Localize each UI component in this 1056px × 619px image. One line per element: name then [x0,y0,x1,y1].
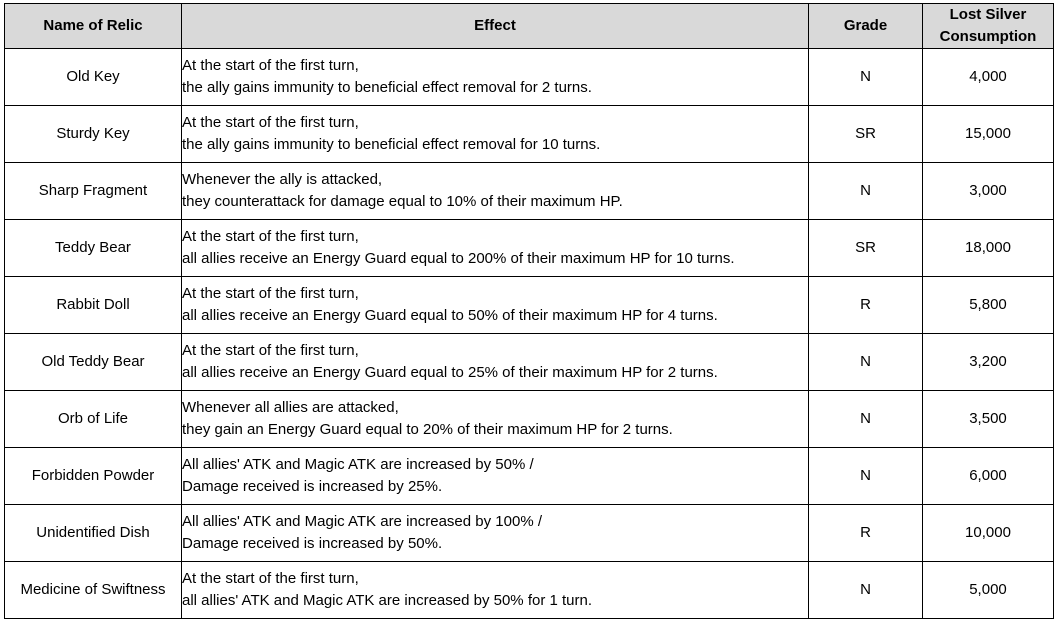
relic-grade: SR [809,220,923,277]
relic-effect-line2: the ally gains immunity to beneficial effect removal for 2 turns. [182,79,592,96]
relic-effect-line1: At the start of the first turn, [182,285,359,302]
header-row [5,4,1054,49]
relic-lost-silver-cost: 3,200 [923,334,1054,391]
relic-lost-silver-cost: 3,000 [923,163,1054,220]
relic-lost-silver-cost: 4,000 [923,49,1054,106]
relic-effect-line2: all allies receive an Energy Guard equal to 50% of their maximum HP for 4 turns. [182,307,718,324]
relic-effect [182,505,809,562]
relic-effect-line1: At the start of the first turn, [182,570,359,587]
relic-effect-line2: they gain an Energy Guard equal to 20% of their maximum HP for 2 turns. [182,421,673,438]
relic-name: Forbidden Powder [5,448,182,505]
relic-effect [182,334,809,391]
relic-lost-silver-cost: 18,000 [923,220,1054,277]
relic-name: Old Key [5,49,182,106]
table-row [5,106,1054,163]
relic-effect [182,163,809,220]
relic-name: Old Teddy Bear [5,334,182,391]
header-lost-silver-consumption [923,4,1054,49]
relic-effect [182,49,809,106]
relic-lost-silver-cost: 15,000 [923,106,1054,163]
relic-effect-line2: Damage received is increased by 50%. [182,535,443,552]
relic-lost-silver-cost: 3,500 [923,391,1054,448]
relic-name: Orb of Life [5,391,182,448]
relic-effect-line2: Damage received is increased by 25%. [182,478,443,495]
relic-lost-silver-cost: 5,800 [923,277,1054,334]
header-cost-line2: Consumption [939,28,1037,45]
header-cost-line1: Lost Silver [949,6,1027,23]
table-row [5,391,1054,448]
relic-effect-line1: At the start of the first turn, [182,228,359,245]
relic-name: Unidentified Dish [5,505,182,562]
relic-grade: N [809,334,923,391]
header-name-of-relic: Name of Relic [5,4,182,49]
relic-table [4,3,1054,619]
relic-effect [182,277,809,334]
relic-name: Rabbit Doll [5,277,182,334]
relic-effect [182,391,809,448]
relic-lost-silver-cost: 10,000 [923,505,1054,562]
relic-effect-line1: Whenever the ally is attacked, [182,171,383,188]
relic-effect-line2: the ally gains immunity to beneficial effect removal for 10 turns. [182,136,601,153]
relic-name: Sharp Fragment [5,163,182,220]
relic-name: Sturdy Key [5,106,182,163]
relic-effect-line2: all allies' ATK and Magic ATK are increased by 50% for 1 turn. [182,592,593,609]
relic-grade: N [809,163,923,220]
relic-effect-line2: they counterattack for damage equal to 10% of their maximum HP. [182,193,623,210]
relic-lost-silver-cost: 6,000 [923,448,1054,505]
relic-lost-silver-cost: 5,000 [923,562,1054,619]
relic-effect [182,106,809,163]
relic-effect-line1: Whenever all allies are attacked, [182,399,399,416]
relic-effect [182,448,809,505]
relic-table-body [5,49,1054,619]
table-row [5,562,1054,619]
header-effect: Effect [182,4,809,49]
relic-grade: R [809,505,923,562]
relic-grade: N [809,391,923,448]
relic-effect-line1: All allies' ATK and Magic ATK are increased by 100% / [182,513,542,530]
relic-grade: R [809,277,923,334]
relic-grade: SR [809,106,923,163]
relic-effect-line1: At the start of the first turn, [182,342,359,359]
relic-effect [182,562,809,619]
table-row [5,49,1054,106]
table-row [5,220,1054,277]
relic-grade: N [809,562,923,619]
table-row [5,334,1054,391]
relic-effect-line2: all allies receive an Energy Guard equal to 200% of their maximum HP for 10 turns. [182,250,735,267]
relic-effect-line1: At the start of the first turn, [182,114,359,131]
table-row [5,448,1054,505]
relic-grade: N [809,49,923,106]
relic-effect-line2: all allies receive an Energy Guard equal to 25% of their maximum HP for 2 turns. [182,364,718,381]
relic-grade: N [809,448,923,505]
relic-effect-line1: At the start of the first turn, [182,57,359,74]
relic-effect-line1: All allies' ATK and Magic ATK are increased by 50% / [182,456,534,473]
table-row [5,277,1054,334]
relic-effect [182,220,809,277]
relic-name: Teddy Bear [5,220,182,277]
table-row [5,163,1054,220]
relic-name: Medicine of Swiftness [5,562,182,619]
header-grade: Grade [809,4,923,49]
table-row [5,505,1054,562]
